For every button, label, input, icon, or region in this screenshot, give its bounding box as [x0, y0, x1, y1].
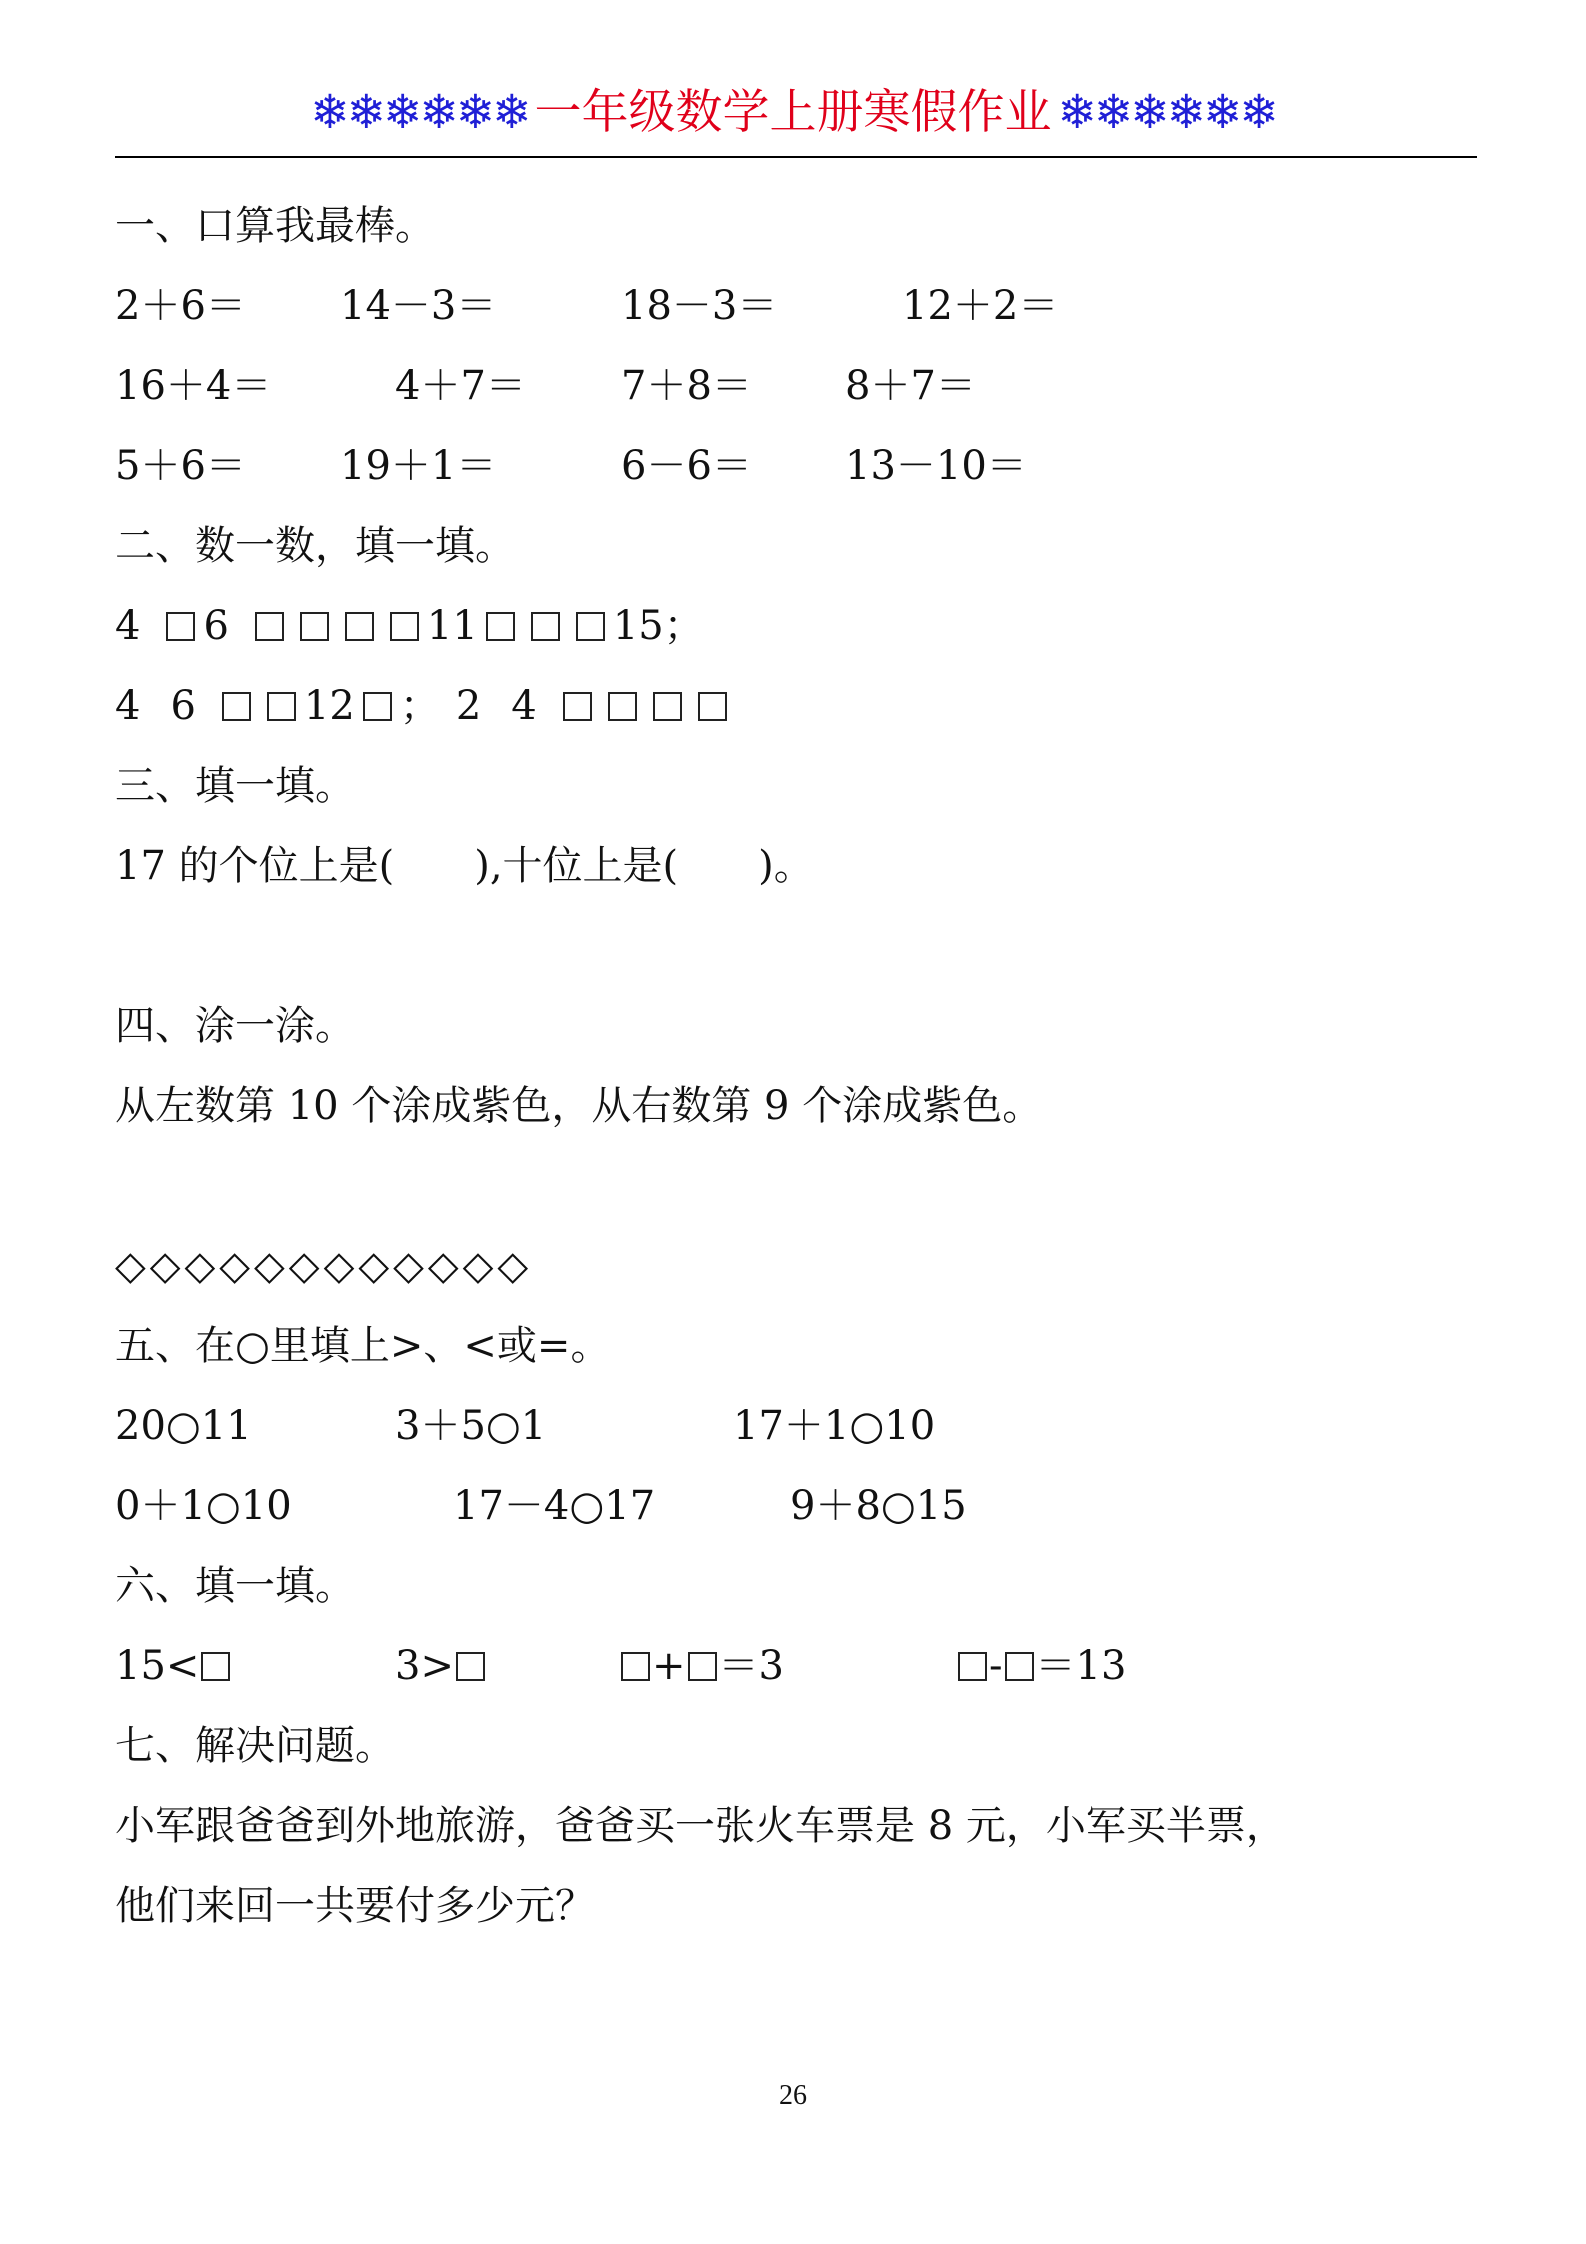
seq-number: 12 [303, 683, 355, 729]
calc-item: 4＋7＝ [395, 363, 526, 409]
calc-item: 18－3＝ [621, 283, 778, 329]
answer-box[interactable] [255, 612, 284, 641]
answer-box[interactable] [621, 1652, 650, 1681]
answer-box[interactable] [363, 692, 392, 721]
fill-item [395, 1636, 493, 1696]
calc-item: 7＋8＝ [621, 363, 752, 409]
word-problem-line-1: 小军跟爸爸到外地旅游，爸爸买一张火车票是 8 元，小军买半票， [115, 1803, 1286, 1849]
section-7-title: 七、解决问题。 [115, 1723, 395, 1769]
compare-item: 17－4○17 [453, 1483, 656, 1529]
fill-text: ＝13 [1035, 1643, 1127, 1689]
page-title: 一年级数学上册寒假作业 [534, 85, 1052, 140]
answer-box[interactable] [486, 612, 515, 641]
section-3-title: 三、填一填。 [115, 763, 355, 809]
page-header [0, 84, 1586, 142]
answer-box[interactable] [345, 612, 374, 641]
diamond-row: ◇◇◇◇◇◇◇◇◇◇◇◇ [115, 1243, 533, 1289]
calc-item: 5＋6＝ [115, 443, 246, 489]
compare-item: 17＋1○10 [733, 1403, 936, 1449]
seq-number: 6 [203, 603, 229, 649]
punctuation: ； [663, 603, 704, 649]
calc-item: 16＋4＝ [115, 363, 272, 409]
answer-box[interactable] [698, 692, 727, 721]
calc-item: 12＋2＝ [902, 283, 1059, 329]
answer-box[interactable] [958, 1652, 987, 1681]
sequence-row-2 [115, 676, 735, 736]
compare-item: 3＋5○1 [395, 1403, 547, 1449]
seq-number: 4 [511, 683, 537, 729]
calc-row-3 [115, 436, 1315, 496]
answer-box[interactable] [576, 612, 605, 641]
seq-number: 11 [426, 603, 478, 649]
answer-box[interactable] [300, 612, 329, 641]
section-2-title: 二、数一数，填一填。 [115, 523, 515, 569]
answer-box[interactable] [456, 1652, 485, 1681]
page-number: 26 [779, 2080, 807, 2111]
calc-item: 13－10＝ [845, 443, 1027, 489]
answer-box[interactable] [222, 692, 251, 721]
section-5-title: 五、在○里填上>、<或=。 [115, 1323, 611, 1369]
answer-box[interactable] [390, 612, 419, 641]
calc-item: 14－3＝ [340, 283, 497, 329]
answer-box[interactable] [201, 1652, 230, 1681]
compare-row-2 [115, 1476, 1315, 1536]
answer-box[interactable] [531, 612, 560, 641]
answer-box[interactable] [1005, 1652, 1034, 1681]
compare-item: 0＋1○10 [115, 1483, 292, 1529]
sequence-row-1 [115, 596, 704, 656]
fill-item [958, 1636, 1126, 1696]
calc-item: 19＋1＝ [340, 443, 497, 489]
fill-text: 15< [115, 1643, 200, 1689]
fill-row [115, 1636, 1315, 1696]
answer-box[interactable] [688, 1652, 717, 1681]
answer-box[interactable] [166, 612, 195, 641]
word-problem-line-2: 他们来回一共要付多少元？ [115, 1883, 595, 1929]
fill-text: ＝3 [718, 1643, 784, 1689]
place-value-question: 17 的个位上是( ),十位上是( )。 [115, 843, 814, 889]
fill-item [621, 1636, 784, 1696]
fill-text: 3> [395, 1643, 454, 1689]
answer-box[interactable] [653, 692, 682, 721]
calc-item: 8＋7＝ [845, 363, 976, 409]
seq-number: 2 [455, 683, 482, 729]
compare-item: 20○11 [115, 1403, 252, 1449]
fill-text: + [652, 1643, 686, 1689]
section-4-title: 四、涂一涂。 [115, 1003, 355, 1049]
fill-text: - [989, 1643, 1003, 1689]
section-1-title: 一、口算我最棒。 [115, 203, 435, 249]
seq-number: 6 [170, 683, 196, 729]
calc-item: 2＋6＝ [115, 283, 246, 329]
punctuation: ； [399, 683, 440, 729]
compare-row-1 [115, 1396, 1315, 1456]
seq-number: 15 [612, 603, 664, 649]
section-6-title: 六、填一填。 [115, 1563, 355, 1609]
seq-number: 4 [115, 603, 141, 649]
calc-item: 6－6＝ [621, 443, 752, 489]
snowflake-right-icons: ❄❄❄❄❄❄ [1057, 85, 1276, 140]
snowflake-left-icons: ❄❄❄❄❄❄ [310, 85, 529, 140]
seq-number: 4 [115, 683, 141, 729]
coloring-instruction: 从左数第 10 个涂成紫色，从右数第 9 个涂成紫色。 [115, 1083, 1043, 1129]
compare-item: 9＋8○15 [790, 1483, 967, 1529]
answer-box[interactable] [267, 692, 296, 721]
calc-row-1 [115, 276, 1315, 336]
fill-item [115, 1636, 238, 1696]
calc-row-2 [115, 356, 1315, 416]
header-divider [115, 156, 1477, 158]
answer-box[interactable] [563, 692, 592, 721]
answer-box[interactable] [608, 692, 637, 721]
